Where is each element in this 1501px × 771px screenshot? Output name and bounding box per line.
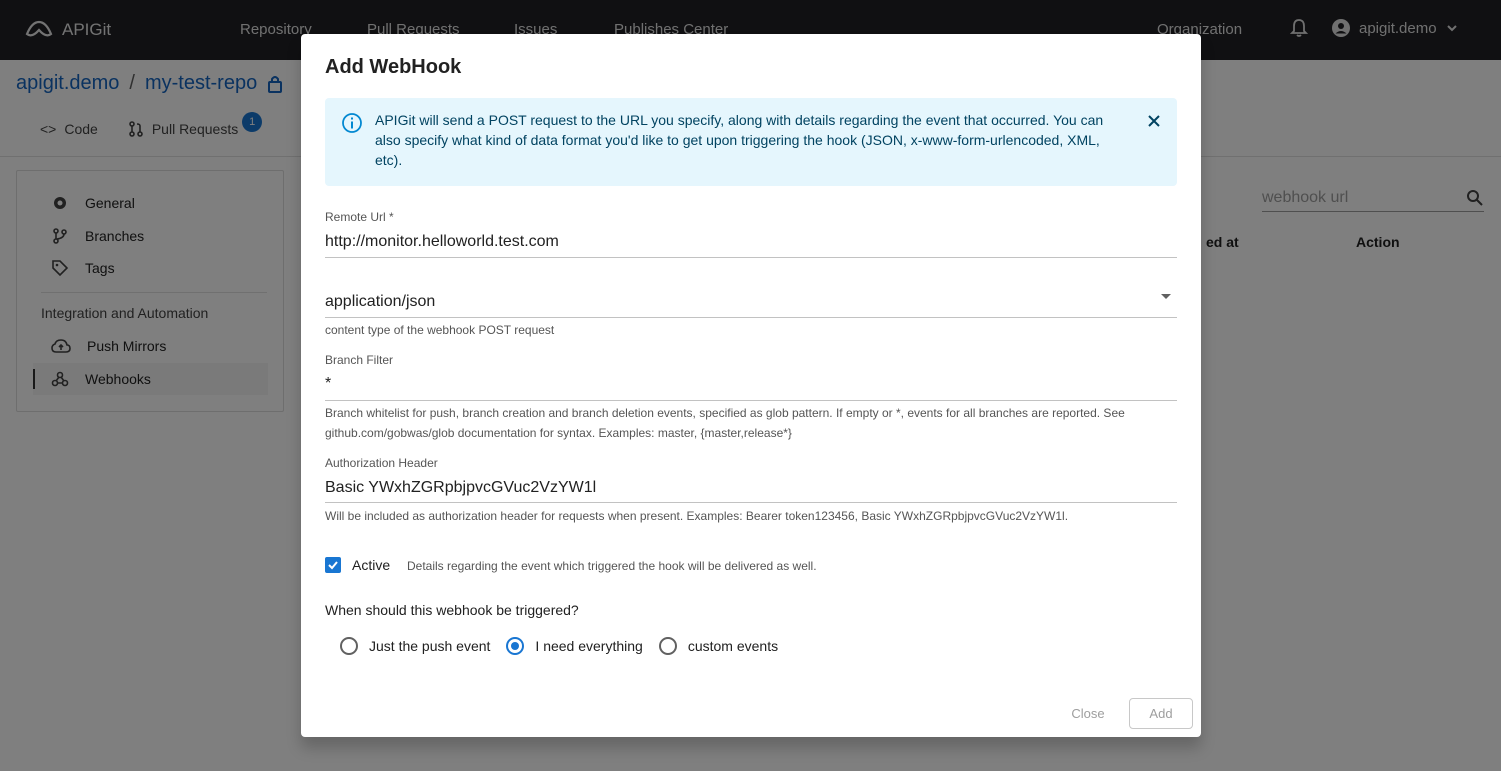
active-checkbox[interactable] xyxy=(325,557,341,573)
active-label[interactable]: Active xyxy=(352,557,391,573)
info-icon xyxy=(341,112,363,134)
remote-url-label: Remote Url * xyxy=(325,210,394,224)
radio-label: Just the push event xyxy=(369,638,491,654)
radio-selected-icon xyxy=(506,637,524,655)
radio-unselected-icon xyxy=(340,637,358,655)
add-webhook-dialog xyxy=(301,34,1201,737)
trigger-radio-group xyxy=(340,637,778,655)
branch-filter-value: * xyxy=(325,375,332,392)
active-helper: Details regarding the event which triggered the hook will be delivered as well. xyxy=(407,559,817,573)
branch-filter-field[interactable] xyxy=(325,353,1177,401)
authorization-header-field[interactable] xyxy=(325,456,1177,503)
trigger-question: When should this webhook be triggered? xyxy=(325,602,579,618)
dialog-title: Add WebHook xyxy=(325,56,462,78)
add-button[interactable]: Add xyxy=(1129,698,1193,729)
radio-label: I need everything xyxy=(535,638,643,654)
info-alert-text: APIGit will send a POST request to the URL you specify, along with details regarding the event that occurred. You can also specify what kind of data format you'd like to get upon triggering the hook (JSON, x-www-form-urlencoded, XML, etc). xyxy=(375,112,1104,168)
content-type-helper: content type of the webhook POST request xyxy=(325,323,555,337)
close-button[interactable]: Close xyxy=(1071,705,1105,721)
dropdown-arrow-icon xyxy=(1161,294,1171,299)
check-icon xyxy=(327,559,339,571)
radio-everything[interactable] xyxy=(506,637,642,655)
close-icon[interactable] xyxy=(1145,112,1163,130)
branch-filter-helper: Branch whitelist for push, branch creation and branch deletion events, specified as glob pattern. If empty or *, events for all branches are reported. See github.com/gobwas/glob documentation for syntax. Examples: master, {master,release*} xyxy=(325,406,1125,440)
authorization-header-helper: Will be included as authorization header for requests when present. Examples: Bearer token123456, Basic YWxhZGRpbjpvcGVuc2VzYW1l. xyxy=(325,509,1069,523)
authorization-header-value: Basic YWxhZGRpbjpvcGVuc2VzYW1l xyxy=(325,479,597,496)
radio-unselected-icon xyxy=(659,637,677,655)
authorization-header-label: Authorization Header xyxy=(325,456,438,470)
radio-custom-events[interactable] xyxy=(659,637,778,655)
content-type-select[interactable] xyxy=(325,284,1177,318)
remote-url-value: http://monitor.helloworld.test.com xyxy=(325,233,559,250)
radio-push-event[interactable] xyxy=(340,637,490,655)
radio-label: custom events xyxy=(687,638,779,654)
info-alert xyxy=(325,98,1177,186)
branch-filter-label: Branch Filter xyxy=(325,353,394,367)
remote-url-field[interactable] xyxy=(325,210,1177,258)
content-type-value: application/json xyxy=(325,293,436,310)
